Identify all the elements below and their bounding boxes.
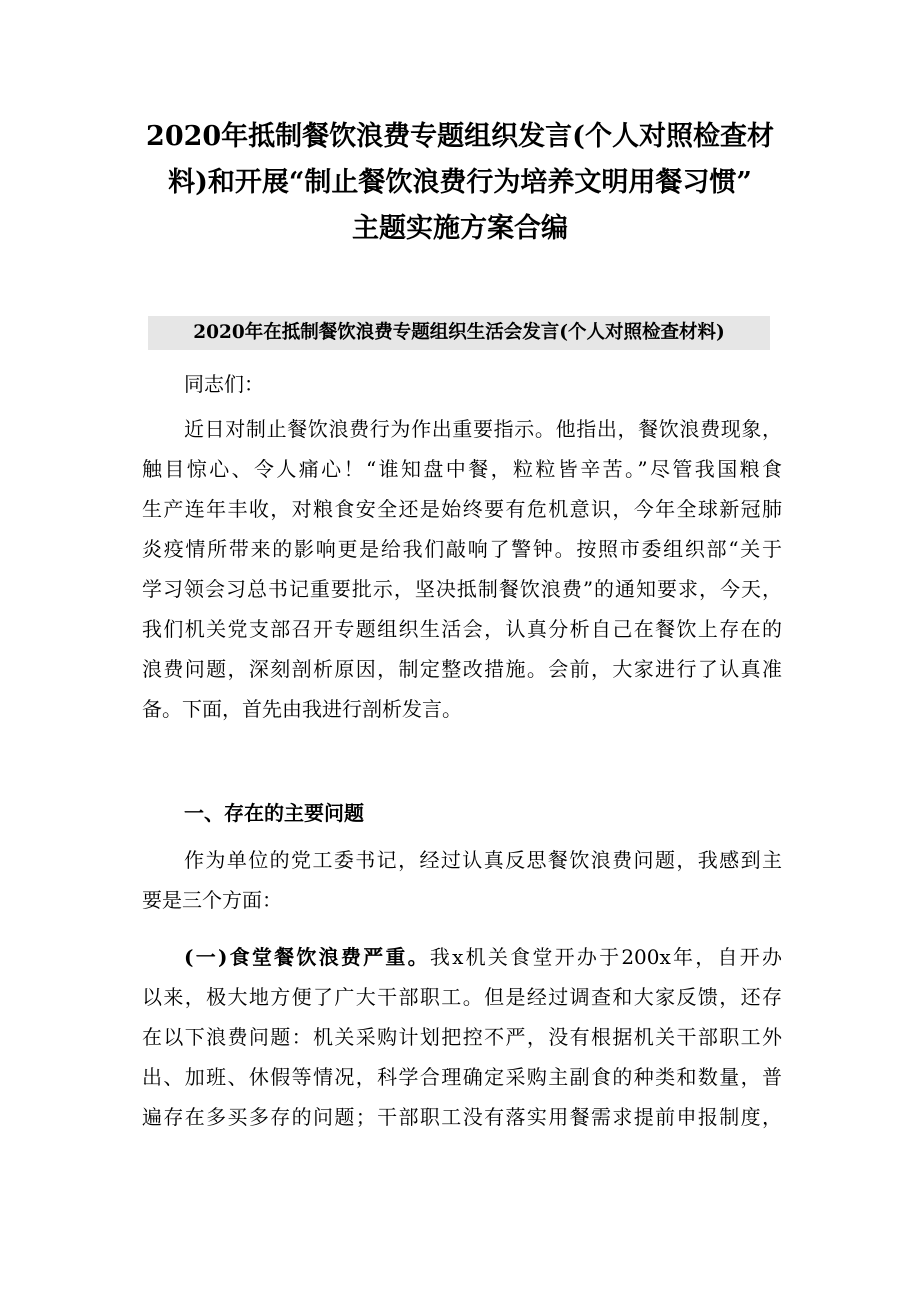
intro-line: 触目惊心、令人痛心！“谁知盘中餐，粒粒皆辛苦。”尽管我国粮食 — [142, 457, 782, 481]
section-intro-line: 要是三个方面： — [142, 888, 282, 912]
greeting-paragraph — [142, 364, 782, 404]
document-subtitle: 2020年在抵制餐饮浪费专题组织生活会发言(个人对照检查材料) — [193, 322, 725, 343]
title-line-2: 料)和开展“制止餐饮浪费行为培养文明用餐习惯” — [168, 167, 752, 198]
intro-line: 生产连年丰收，对粮食安全还是始终要有危机意识，今年全球新冠肺 — [142, 497, 782, 521]
item-one-first-line — [142, 937, 782, 977]
section-heading: 一、存在的主要问题 — [184, 801, 364, 825]
intro-line: 我们机关党支部召开专题组织生活会，认真分析自己在餐饮上存在的 — [142, 617, 782, 641]
intro-line: 炎疫情所带来的影响更是给我们敲响了警钟。按照市委组织部“关于 — [142, 537, 782, 561]
title-line-3: 主题实施方案合编 — [352, 213, 568, 244]
item-one-paragraph — [142, 937, 782, 1137]
section-intro-line: 作为单位的党工委书记，经过认真反思餐饮浪费问题，我感到主 — [184, 848, 782, 872]
section-heading-paragraph — [142, 793, 782, 833]
title-line-1: 2020年抵制餐饮浪费专题组织发言(个人对照检查材 — [146, 121, 774, 152]
intro-paragraph — [142, 409, 782, 729]
item-one-first-line-text: 我x机关食堂开办于200x年，自开办 — [429, 945, 782, 969]
intro-line: 备。下面，首先由我进行剖析发言。 — [142, 697, 462, 721]
item-one-line: 遍存在多买多存的问题；干部职工没有落实用餐需求提前申报制度， — [142, 1105, 782, 1129]
document-title — [120, 114, 800, 252]
item-one-line: 出、加班、休假等情况，科学合理确定采购主副食的种类和数量，普 — [142, 1065, 782, 1089]
section-intro-paragraph — [142, 840, 782, 920]
intro-line: 学习领会习总书记重要批示，坚决抵制餐饮浪费”的通知要求，今天， — [142, 577, 782, 601]
item-one-heading: (一)食堂餐饮浪费严重。 — [184, 945, 430, 969]
intro-line: 浪费问题，深刻剖析原因，制定整改措施。会前，大家进行了认真准 — [142, 657, 782, 681]
item-one-line: 在以下浪费问题：机关采购计划把控不严，没有根据机关干部职工外 — [142, 1025, 782, 1049]
greeting: 同志们： — [184, 372, 264, 396]
subtitle-highlight — [148, 316, 770, 350]
item-one-line: 以来，极大地方便了广大干部职工。但是经过调查和大家反馈，还存 — [142, 985, 782, 1009]
intro-line: 近日对制止餐饮浪费行为作出重要指示。他指出，餐饮浪费现象， — [184, 417, 782, 441]
